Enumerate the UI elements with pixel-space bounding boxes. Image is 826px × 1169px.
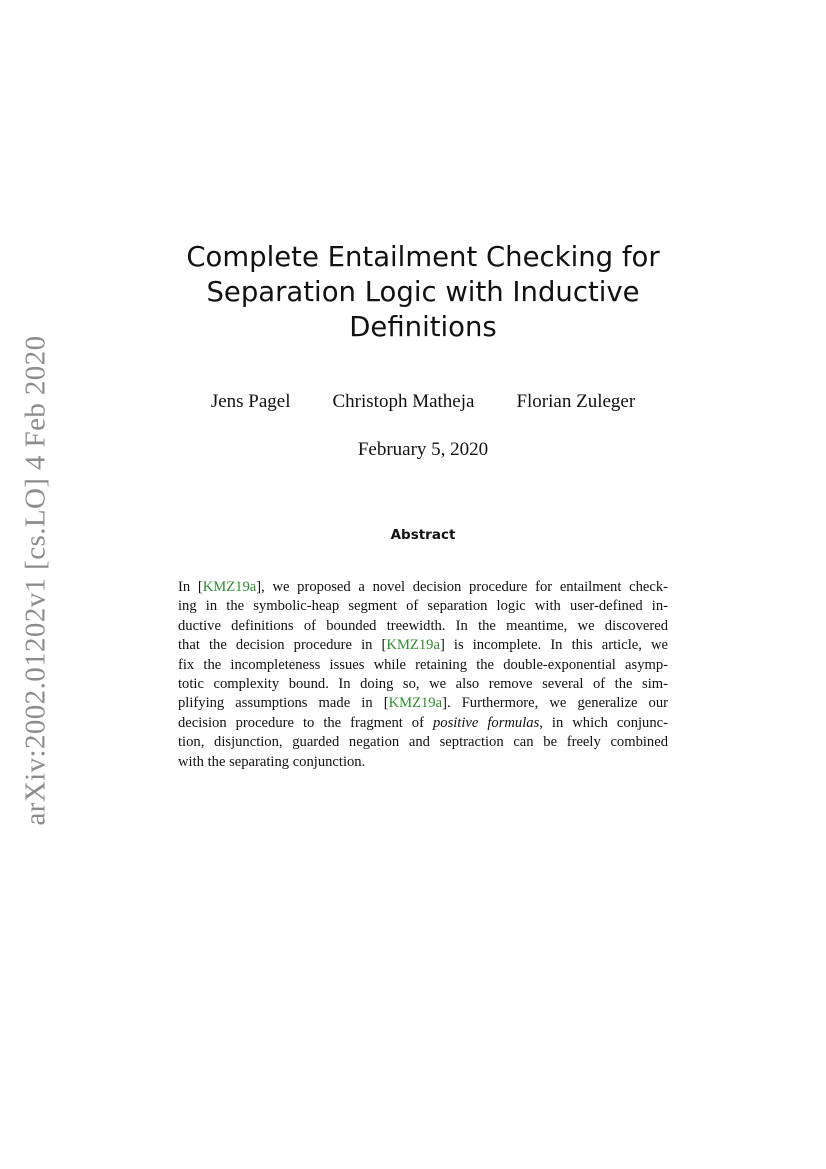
author-name: Christoph Matheja (332, 391, 475, 412)
abstract-line: ing in the symbolic-heap segment of separation logic with user-defined in- (178, 598, 668, 615)
arxiv-identifier-text: arXiv:2002.01202v1 [cs.LO] 4 Feb 2020 (19, 334, 52, 826)
author-name: Florian Zuleger (516, 391, 636, 412)
abstract-line: that the decision procedure in [KMZ19a] is incomplete. In this article, we (178, 637, 668, 654)
abstract-heading: Abstract (390, 527, 456, 543)
abstract-line: tion, disjunction, guarded negation and septraction can be freely combined (178, 734, 668, 751)
citation-link[interactable]: KMZ19a (386, 637, 440, 654)
arxiv-identifier-stamp (12, 334, 60, 826)
author-name: Jens Pagel (210, 391, 291, 412)
abstract-line: plifying assumptions made in [KMZ19a]. Furthermore, we generalize our (178, 695, 668, 712)
title-line-2: Separation Logic with Inductive (206, 276, 640, 308)
abstract-line: In [KMZ19a], we proposed a novel decision procedure for entailment check- (178, 579, 669, 595)
title-line-1: Complete Entailment Checking for (186, 241, 660, 273)
paper-title (130, 240, 716, 345)
publication-date: February 5, 2020 (357, 439, 489, 460)
citation-link[interactable]: KMZ19a (202, 579, 257, 595)
citation-link[interactable]: KMZ19a (388, 695, 443, 712)
abstract-line: ductive definitions of bounded treewidth. In the meantime, we discovered (178, 617, 668, 634)
abstract-line: with the separating conjunction. (178, 753, 366, 770)
author-list (150, 391, 696, 413)
abstract-line: decision procedure to the fragment of positive formulas, in which conjunc- (178, 714, 668, 731)
abstract-line: fix the incompleteness issues while retaining the double-exponential asymp- (178, 656, 668, 673)
abstract-body (178, 578, 668, 772)
title-line-3: Definitions (349, 311, 497, 343)
emphasized-term: positive formulas (432, 714, 540, 731)
abstract-line: totic complexity bound. In doing so, we also remove several of the sim- (178, 676, 668, 693)
